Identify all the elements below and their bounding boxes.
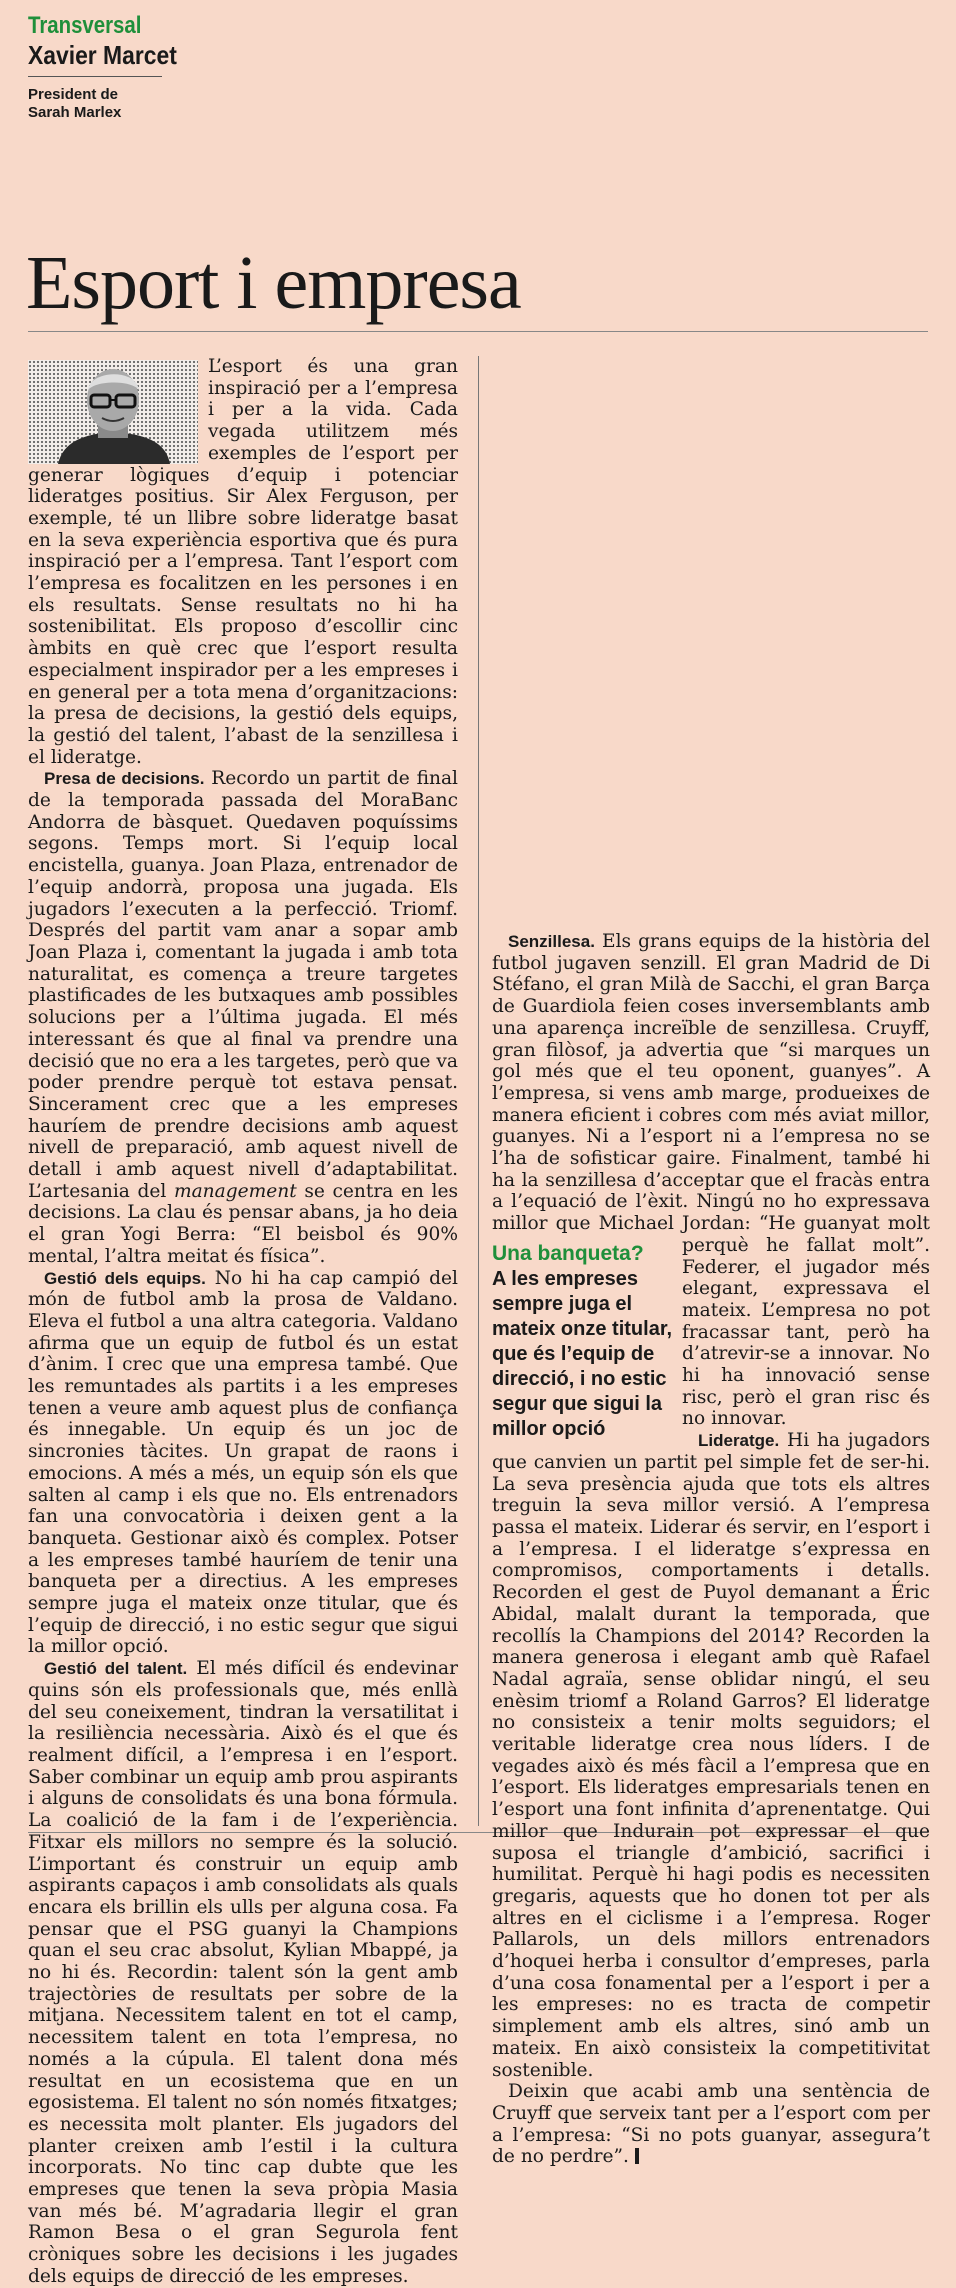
author-name: Xavier Marcet [28,40,177,70]
paragraph-decisions-emphasis: management [173,1180,297,1202]
subhead-teams: Gestió dels equips. [44,1268,206,1288]
end-mark [635,2148,639,2164]
subhead-decisions: Presa de decisions. [44,769,205,789]
author-portrait [28,360,198,464]
paragraph-decisions-text: Recordo un partit de final de la temporada passada del MoraBanc Andorra de bàsquet. Quedaven poquíssims segons. Temps mort. Si l’equip local encistella, guanya. Joan Plaza, entrenador de l’equip andorrà, proposa una jugada. Els jugadors l’executen a la perfecció. Triomf. Després del partit vam anar a sopar amb Joan Plaza i, comentant la jugada i amb tota naturalitat, es comença a treure targetes plastificades de les butxaques amb possibles solucions per a l’última jugada. El més interessant és que al final va prendre una decisió que no era a les targetes, però que va poder prendre perquè tot estava pensat. Sincerament crec que a les empreses hauríem de prendre decisions amb aquest nivell de preparació, amb aquest nivell de detall i amb aquest nivell d’adaptabilitat. L’artesania del [28,768,458,1202]
paragraph-decisions-text-end: se centra en les decisions. La clau és pensar abans, ja ho deia el gran Yogi Berra: “El beisbol és 90% mental, l’altra meitat és física”. [28,1180,459,1267]
author-role-line-1: President de [28,86,119,103]
paragraph-leadership [492,1430,930,2081]
subhead-leadership: Lideratge. [698,1431,780,1451]
column-divider [478,356,479,1826]
headline-divider [28,331,928,332]
pull-quote [492,1241,674,1442]
pull-quote-kicker: Una banqueta? [492,1241,644,1265]
paragraph-talent [28,1658,458,2287]
subhead-talent: Gestió del talent. [44,1659,188,1679]
author-role-line-2: Sarah Marlex [28,104,122,121]
author-divider [28,76,162,77]
paragraph-closing [492,2081,930,2168]
paragraph-teams-text: No hi ha cap campió del món de futbol amb la prosa de Valdano. Eleva el futbol a una altra categoria. Valdano afirma que un equip de futbol és un estat d’ànim. I crec que una empresa també. Que les remuntades als partits i a les empreses tenen a veure amb aquest plus de confiança és innegable. Un equip és un joc de sincronies tàcites. Un grapat de raons i emocions. A més a més, un equip són els que salten al camp i els que no. Els entrenadors fan una convocatòria i deixen gent a la banqueta. Gestionar això és complex. Potser a les empreses també hauríem de tenir una banqueta per a directius. A les empreses sempre juga el mateix onze titular, que és l’equip de direcció, i no estic segur que sigui la millor opció. [28,1267,459,1658]
headline: Esport i empresa [26,241,521,325]
author-role [28,86,121,122]
article-intro: L’esport és una gran inspiració per a l’empresa i per a la vida. Cada vegada utilitzem més exemples de l’esport per generar lògiques d’equip i potenciar lideratges positius. Sir Alex Ferguson, per exemple, té un llibre sobre lideratge basat en la seva experiència esportiva que és pura inspiració per a l’empresa. Tant l’esport com l’empresa es focalitzen en les persones i en els resultats. Sense resultats no hi ha sostenibilitat. Els proposo d’escollir cinc àmbits en què crec que l’esport resulta especialment inspirador per a les empreses i en general per a tota mena d’organitzacions: la presa de decisions, la gestió dels equips, la gestió del talent, l’abast de la senzillesa i el lideratge. [28,356,458,768]
paragraph-closing-text: Deixin que acabi amb una sentència de Cruyff que serveix tant per a l’esport com per a l’empresa: “Si no pots guanyar, assegura’t de no perdre”. [492,2081,930,2168]
pull-quote-body: A les empreses sempre juga el mateix onze titular, que és l’equip de direcció, i no estic segur que sigui la millor opció [492,1267,673,1440]
section-label: Transversal [28,12,142,39]
paragraph-leadership-text: Hi ha jugadors que canvien un partit pel simple fet de ser-hi. La seva presència ajuda que tots els altres treguin la seva millor versió. A l’empresa passa el mateix. Liderar és servir, en l’esport i a l’empresa. I el lideratge s’expressa en compromisos, comportaments i detalls. Recorden el gest de Puyol demanant a Éric Abidal, malalt durant la temporada, que recollís la Champions del 2014? Recorden la manera generosa i elegant amb què Rafael Nadal agraïa, sense oblidar ningú, el seu enèsim triomf a Roland Garros? El lideratge no consisteix a tenir molts seguidors; el veritable lideratge crea nous líders. I de vegades això és més fàcil a l’empresa que en l’esport. Els lideratges empresarials tenen en l’esport una font infinita d’aprenentatge. Qui millor que Indurain pot expressar el que suposa el triangle d’ambició, sacrifici i humilitat. Perquè hi hagi podis es necessiten gregaris, aquests que ho donen tot per als altres en el ciclisme i a l’empresa. Roger Pallarols, un dels millors entrenadors d’hoquei herba i consultor d’empreses, parla d’una cosa fonamental per a l’esport i per a les empreses: no es tracta de competir simplement amb els altres, sinó amb un mateix. En això consisteix la competitivitat sostenible. [492,1430,930,2081]
article-column-left [28,356,458,2288]
paragraph-decisions [28,768,458,1267]
paragraph-simplicity-text-before: Els grans equips de la història del futbol jugaven senzill. El gran Madrid de Di Stéfano, el gran Milà de Sacchi, el gran Barça de Guardiola feien coses inversemblants amb una aparença increïble de senzillesa. Cruyff, gran filòsof, ja advertia que “si marques un gol més que el teu oponent, guanyes”. A l’empresa, si vens amb marge, produeixes de manera eficient i cobres com més aviat millor, guanyes. Ni a l’esport ni a l’empresa no se l’ha de sofisticar gaire. Finalment, també hi ha la senzillesa d’acceptar que el fracàs entra a l’equació de l’èxit. Ningú no ho expressava millor que Michael Jordan: “He gua [492,931,930,1235]
portrait-illustration [28,360,198,464]
subhead-simplicity: Senzillesa. [508,932,595,951]
paragraph-teams [28,1268,458,1659]
paragraph-simplicity-text-after: nyat molt perquè he fallat molt”. Federer, el jugador més elegant, expressava el mateix. L’empresa no pot fracassar tant, però ha d’atrevir-se a innovar. No hi ha innovació sense risc, però el gran risc és no innovar. [682,1213,930,1430]
paragraph-talent-text: El més difícil és endevinar quins són els professionals que, més enllà del seu coneixement, tindran la versatilitat i la resiliència necessària. Això és el que és realment difícil, a l’empresa i en l’esport. Saber combinar un equip amb prou aspirants i alguns de consolidats és una bona fórmula. La coalició de la fam i de l’experiència. Fitxar els millors no sempre és la solució. L’important és construir un equip amb aspirants capaços i amb consolidats als quals encara els brillin els ulls per alguna cosa. Fa pensar que el PSG guanyi la Champions quan el seu crac absolut, Kylian Mbappé, ja no hi és. Recordin: talent són la gent amb trajectòries de resultats per sobre de la mitjana. Necessitem talent en tot el camp, necessitem talent en tota l’empresa, no només a la cúpula. El talent dona més resultat en un ecosistema que en un egosistema. El talent no són només fitxatges; es necessita molt planter. Els jugadors del planter creixen amb l’estil i la cultura incorporats. No tinc cap dubte que les empreses que tenen la seva pròpia Masia van més bé. M’agradaria llegir el gran Ramon Besa o el gran Segurola fent cròniques sobre les decisions i les jugades dels equips de direcció de les empreses. [28,1658,458,2287]
continuation-spacer [492,356,930,931]
